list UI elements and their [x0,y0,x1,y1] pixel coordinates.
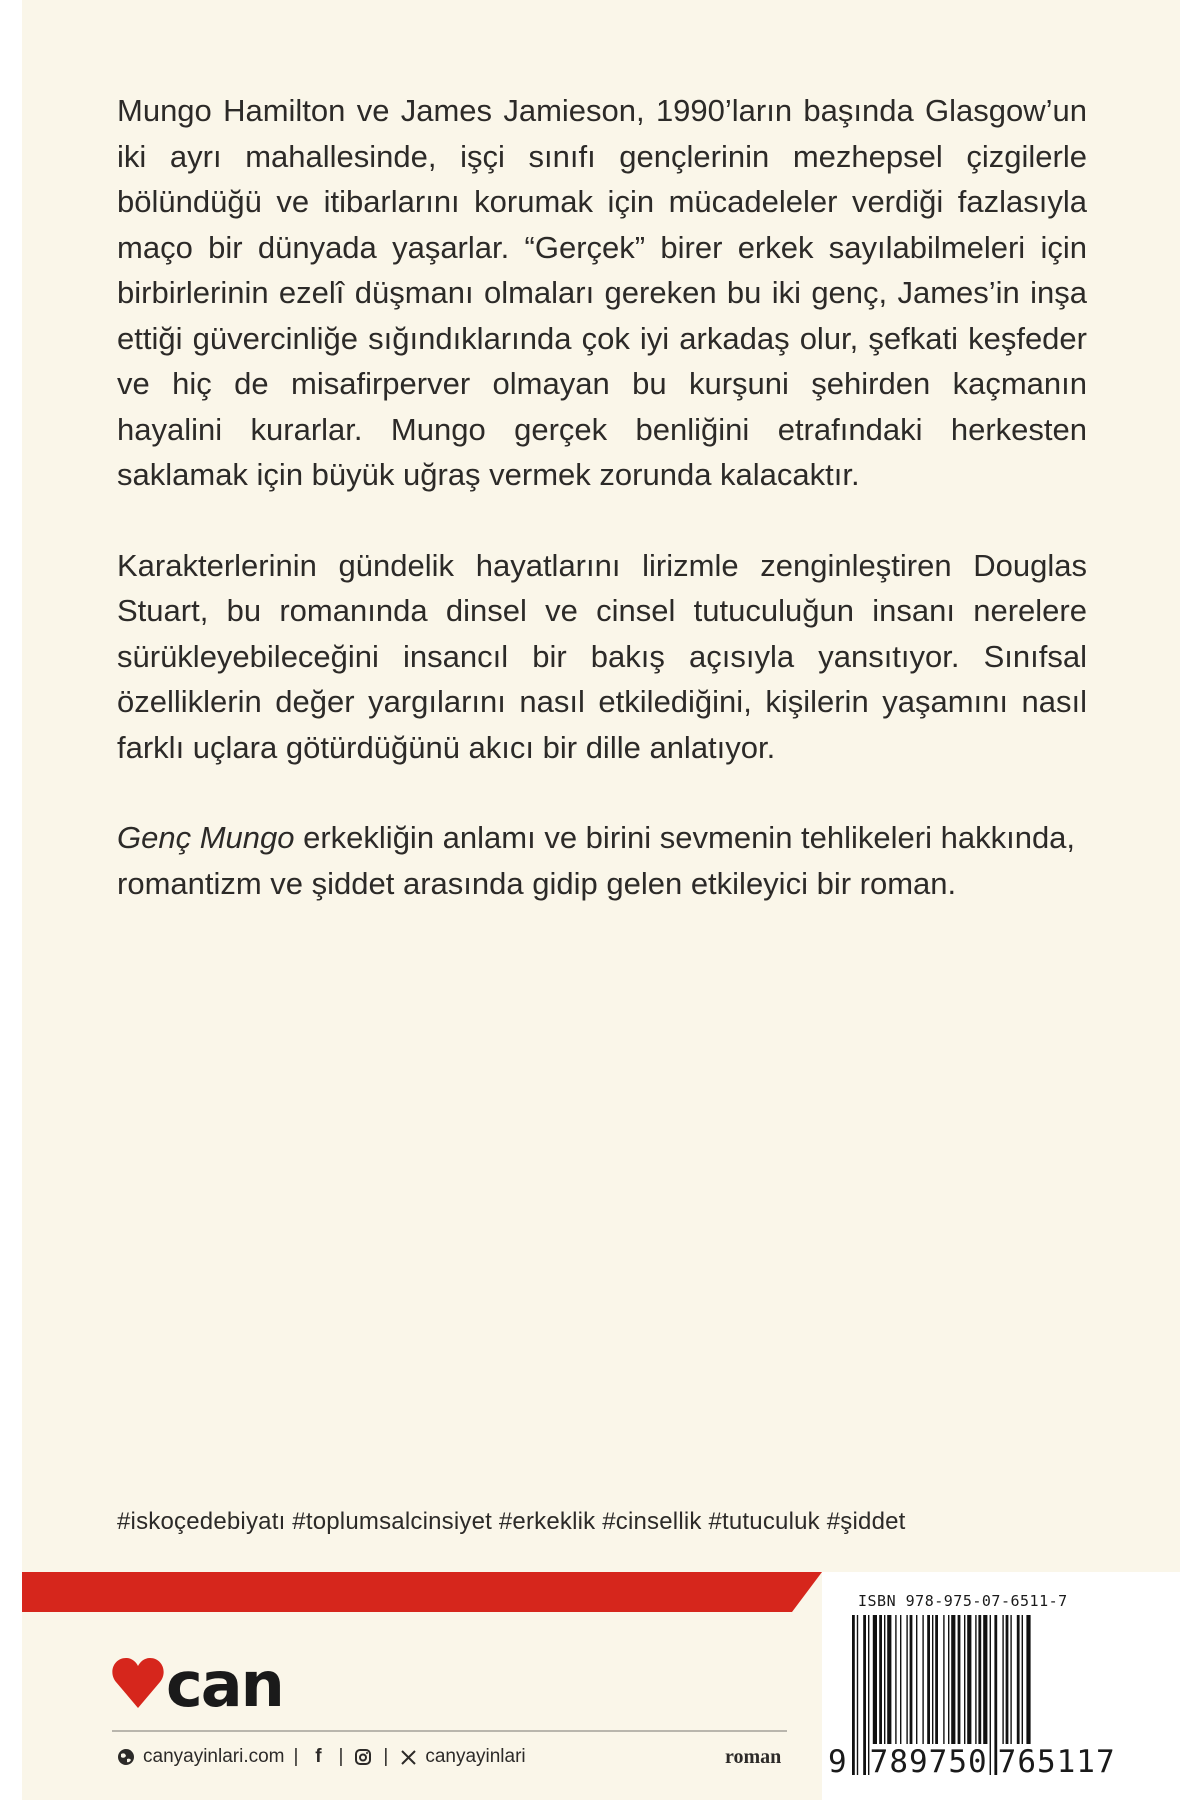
barcode-digit-first: 9 [828,1744,848,1780]
barcode-digits [828,1742,1116,1782]
blurb-paragraph-1: Mungo Hamilton ve James Jamieson, 1990’ların başında Glasgow’un iki ayrı mahallesinde, işçi sınıfı gençlerinin mezhepsel çizgilerle bölündüğü ve itibarlarını korumak için mücadeleler verdiği fazlasıyla maço bir dünyada yaşarlar. “Gerçek” birer erkek sayılabilmeleri için birbirlerinin ezelî düşmanı olmaları gereken bu iki genç, James’in inşa ettiği güvercinliğe sığındıklarında çok iyi arkadaş olur, şefkati keşfeder ve hiç de misafirperver olmayan bu kurşuni şehirden kaçmanın hayalini kurarlar. Mungo gerçek benliğini etrafındaki herkesten saklamak için büyük uğraş vermek zorunda kalacaktır. [117,93,1087,492]
blurb [117,88,1087,951]
website-link[interactable]: canyayinlari.com [143,1746,285,1767]
isbn-label: ISBN 978-975-07-6511-7 [858,1592,1068,1610]
red-band [22,1572,822,1612]
instagram-icon[interactable] [352,1746,374,1768]
blurb-paragraph-3-text: erkekliğin anlamı ve birini sevmenin tehlikeleri hakkında, romantizm ve şiddet arasında gidip gelen etkileyici bir roman. [117,820,1076,901]
social-handle[interactable]: canyayinlari [425,1746,526,1767]
footer-divider [112,1730,787,1732]
globe-icon [115,1746,137,1768]
blurb-paragraph-2: Karakterlerinin gündelik hayatlarını lirizmle zenginleştiren Douglas Stuart, bu romanında dinsel ve cinsel tutuculuğun insanı nerelere sürükleyebileceğini insancıl bir bakış açısıyla yansıtıyor. Sınıfsal özelliklerin değer yargılarını nasıl etkilediğini, kişilerin yaşamını nasıl farklı uçlara götürdüğünü akıcı bir dille anlatıyor. [117,547,1087,765]
barcode-digits-group-2: 765117 [997,1744,1116,1780]
logo-text: can [166,1652,283,1712]
barcode-digits-group-1: 789750 [869,1744,988,1780]
x-icon[interactable] [397,1746,419,1768]
blurb-paragraph-3 [117,815,1087,906]
hashtags: #iskoçedebiyatı #toplumsalcinsiyet #erkeklik #cinsellik #tutuculuk #şiddet [117,1508,906,1535]
publisher-footer: canyayinlari.com | f | | canyayinlari [115,1742,526,1772]
genre-label: roman [725,1746,782,1768]
facebook-icon[interactable]: f [315,1746,322,1767]
book-title: Genç Mungo [117,820,295,855]
heart-icon [112,1658,163,1708]
